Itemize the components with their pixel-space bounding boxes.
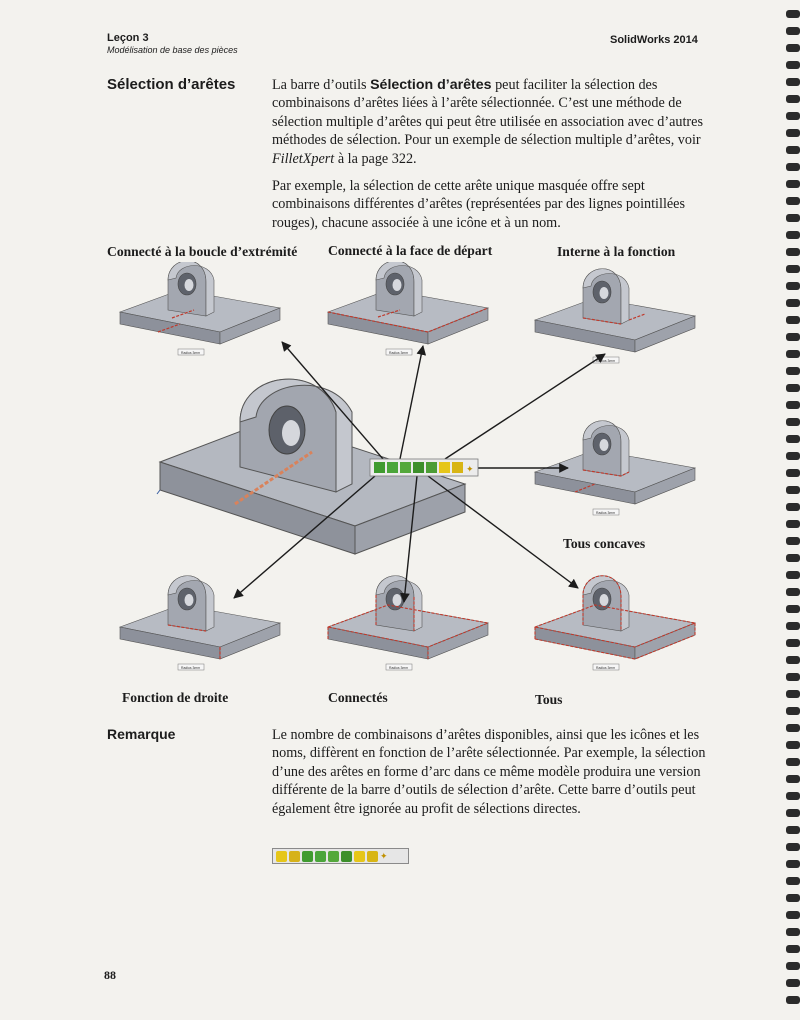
caption-all: Tous bbox=[535, 692, 563, 707]
binding-coil bbox=[786, 826, 800, 834]
binding-coil bbox=[786, 231, 800, 239]
toolbar-icon bbox=[315, 851, 326, 862]
binding-coil bbox=[786, 367, 800, 375]
toolbar-sparkle-icon: ✦ bbox=[380, 850, 388, 861]
binding-coil bbox=[786, 979, 800, 987]
toolbar-icon bbox=[341, 851, 352, 862]
toolbar-icon bbox=[374, 462, 385, 473]
dimension-label-text: Radius 3mm bbox=[181, 666, 201, 670]
binding-coil bbox=[786, 27, 800, 35]
edge-selection-figure bbox=[100, 262, 740, 682]
binding-coil bbox=[786, 877, 800, 885]
binding-coil bbox=[786, 316, 800, 324]
binding-coil bbox=[786, 163, 800, 171]
variant-end-loop bbox=[120, 262, 280, 344]
caption-right-feature: Fonction de droite bbox=[122, 690, 229, 705]
binding-coil bbox=[786, 656, 800, 664]
binding-coil bbox=[786, 265, 800, 273]
binding-coil bbox=[786, 197, 800, 205]
page-number: 88 bbox=[104, 968, 116, 982]
lesson-label: Leçon 3 bbox=[107, 32, 149, 44]
toolbar-icon bbox=[413, 462, 424, 473]
p1-bold-toolbar-name: Sélection d’arêtes bbox=[370, 77, 492, 93]
toolbar-icon bbox=[276, 851, 287, 862]
binding-coil bbox=[786, 996, 800, 1004]
binding-coil bbox=[786, 112, 800, 120]
binding-coil bbox=[786, 418, 800, 426]
edge-selection-toolbar-popup bbox=[370, 459, 478, 476]
binding-coil bbox=[786, 724, 800, 732]
variant-all bbox=[535, 576, 695, 659]
binding-coil bbox=[786, 333, 800, 341]
binding-coil bbox=[786, 299, 800, 307]
binding-coil bbox=[786, 945, 800, 953]
binding-coil bbox=[786, 758, 800, 766]
binding-coil bbox=[786, 129, 800, 137]
dimension-label-text: Radius 3mm bbox=[596, 666, 616, 670]
binding-coil bbox=[786, 622, 800, 630]
binding-coil bbox=[786, 350, 800, 358]
toolbar-icon bbox=[452, 462, 463, 473]
binding-coil bbox=[786, 537, 800, 545]
p1-filletxpert-ref: FilletXpert bbox=[272, 150, 335, 167]
running-header-left bbox=[107, 32, 238, 55]
toolbar-icon bbox=[439, 462, 450, 473]
toolbar-sparkle-icon: ✦ bbox=[466, 464, 474, 474]
variant-connected bbox=[328, 576, 488, 659]
binding-coil bbox=[786, 962, 800, 970]
spiral-binding bbox=[782, 0, 800, 1020]
binding-coil bbox=[786, 452, 800, 460]
binding-coil bbox=[786, 78, 800, 86]
binding-coil bbox=[786, 282, 800, 290]
p1-text-a: La barre d’outils bbox=[272, 77, 371, 93]
dimension-label-text: Radius 3mm bbox=[181, 351, 201, 355]
section-heading-edge-selection: Sélection d’arêtes bbox=[107, 76, 236, 93]
variant-start-face bbox=[328, 262, 488, 344]
toolbar-icon bbox=[426, 462, 437, 473]
caption-end-loop: Connecté à la boucle d’extrémité bbox=[107, 244, 298, 259]
binding-coil bbox=[786, 44, 800, 52]
binding-coil bbox=[786, 911, 800, 919]
paragraph-note: Le nombre de combinaisons d’arêtes disponibles, ainsi que les icônes et les noms, diffèrent en fonction de l’arête sélectionnée. Par exemple, la sélection d’une des arêtes en forme d’arc dans ce même modèle produira une version différente de la barre d’outils de sélection d’arête. Cette barre d’outils peut également être ignorée au profit de sélections directes. bbox=[272, 727, 706, 817]
binding-coil bbox=[786, 673, 800, 681]
caption-all-concave: Tous concaves bbox=[563, 536, 646, 551]
binding-coil bbox=[786, 894, 800, 902]
binding-coil bbox=[786, 775, 800, 783]
binding-coil bbox=[786, 146, 800, 154]
caption-internal-feature: Interne à la fonction bbox=[557, 244, 676, 259]
binding-coil bbox=[786, 843, 800, 851]
binding-coil bbox=[786, 214, 800, 222]
binding-coil bbox=[786, 486, 800, 494]
binding-coil bbox=[786, 10, 800, 18]
binding-coil bbox=[786, 860, 800, 868]
caption-connected: Connectés bbox=[328, 690, 388, 705]
toolbar-icon bbox=[328, 851, 339, 862]
binding-coil bbox=[786, 809, 800, 817]
binding-coil bbox=[786, 605, 800, 613]
toolbar-icon bbox=[367, 851, 378, 862]
binding-coil bbox=[786, 384, 800, 392]
toolbar-icon bbox=[387, 462, 398, 473]
caption-start-face: Connecté à la face de départ bbox=[328, 243, 493, 258]
binding-coil bbox=[786, 928, 800, 936]
dimension-label-text: Radius 3mm bbox=[389, 351, 409, 355]
dimension-label-text: Radius 3mm bbox=[389, 666, 409, 670]
paragraph-example: Par exemple, la sélection de cette arête unique masquée offre sept combinaisons différentes d’arêtes (représentées par des lignes pointillées rouges), chacune associée à une icône et à un nom. bbox=[272, 178, 686, 231]
binding-coil bbox=[786, 401, 800, 409]
binding-coil bbox=[786, 435, 800, 443]
toolbar-icon bbox=[302, 851, 313, 862]
dimension-label-text: Radius 3mm bbox=[596, 511, 616, 515]
binding-coil bbox=[786, 690, 800, 698]
p1-text-b: peut faciliter la sélection des combinaisons d’arêtes liées à l’arête sélectionnée. C’est une méthode de sélection multiple d’arêtes qui peut être utilisée en association avec d’autres méthodes de sélection. Pour un exemple de sélection multiple d’arêtes, voir bbox=[272, 77, 703, 149]
running-header-product: SolidWorks 2014 bbox=[610, 34, 698, 46]
variant-internal-feature bbox=[535, 269, 695, 352]
binding-coil bbox=[786, 588, 800, 596]
binding-coil bbox=[786, 248, 800, 256]
binding-coil bbox=[786, 503, 800, 511]
toolbar-icon bbox=[400, 462, 411, 473]
binding-coil bbox=[786, 571, 800, 579]
binding-coil bbox=[786, 707, 800, 715]
binding-coil bbox=[786, 639, 800, 647]
variant-all-concave bbox=[535, 421, 695, 504]
binding-coil bbox=[786, 741, 800, 749]
binding-coil bbox=[786, 469, 800, 477]
binding-coil bbox=[786, 61, 800, 69]
lesson-subtitle: Modélisation de base des pièces bbox=[107, 45, 238, 55]
p1-text-c: à la page 322. bbox=[334, 150, 417, 167]
binding-coil bbox=[786, 792, 800, 800]
toolbar-icon bbox=[354, 851, 365, 862]
dimension-label-text: Radius 3mm bbox=[596, 359, 616, 363]
binding-coil bbox=[786, 95, 800, 103]
binding-coil bbox=[786, 180, 800, 188]
variant-right-feature bbox=[120, 576, 280, 659]
binding-coil bbox=[786, 520, 800, 528]
binding-coil bbox=[786, 554, 800, 562]
toolbar-icon bbox=[289, 851, 300, 862]
section-heading-note: Remarque bbox=[107, 726, 176, 742]
paragraph-toolbar-intro bbox=[272, 76, 722, 168]
edge-selection-toolbar-example bbox=[272, 848, 409, 864]
